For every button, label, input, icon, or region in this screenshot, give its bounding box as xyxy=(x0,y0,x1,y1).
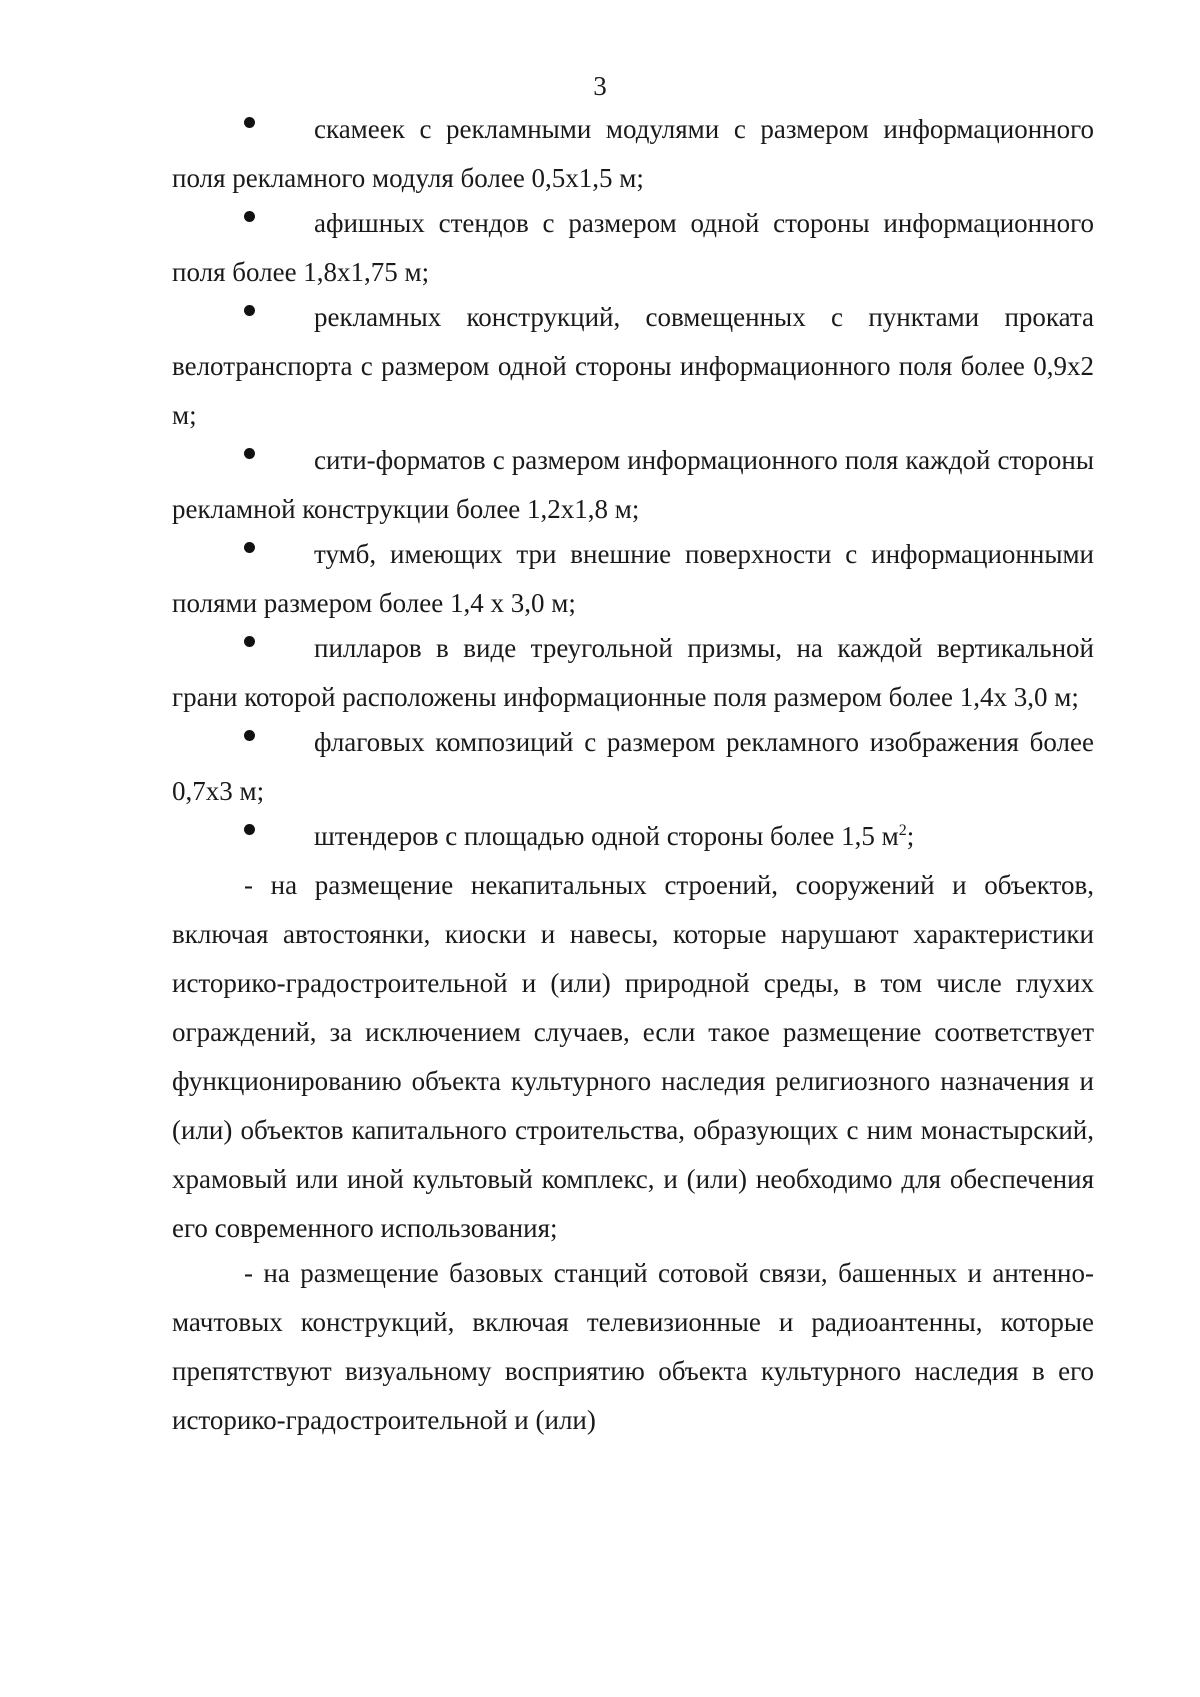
list-item xyxy=(172,436,1094,534)
list-item-suffix: ; xyxy=(906,821,915,851)
page-number: 3 xyxy=(593,71,607,101)
list-item-text: сити-форматов с размером информационного поля каждой стороны рекламной конструкции более 1,2х1,8 м; xyxy=(172,445,1094,524)
list-item xyxy=(172,199,1094,297)
list-item xyxy=(172,718,1094,816)
bullet-icon xyxy=(244,305,255,316)
bullet-icon xyxy=(244,730,255,741)
list-item-text: штендеров с площадью одной стороны более 1,5 м xyxy=(314,821,899,851)
list-item xyxy=(172,812,1094,861)
list-item xyxy=(172,105,1094,203)
list-item-text: афишных стендов с размером одной стороны информационного поля более 1,8х1,75 м; xyxy=(172,208,1094,287)
bullet-icon xyxy=(244,542,255,553)
list-item-text: пилларов в виде треугольной призмы, на каждой вертикальной грани которой расположены информационные поля размером более 1,4х 3,0 м; xyxy=(172,633,1094,712)
list-item xyxy=(172,530,1094,628)
list-item-text: скамеек с рекламными модулями с размером информационного поля рекламного модуля более 0,5х1,5 м; xyxy=(172,114,1094,193)
list-item xyxy=(172,624,1094,722)
bullet-icon xyxy=(244,448,255,459)
paragraph: - на размещение базовых станций сотовой связи, башенных и антенно-мачтовых конструкций, включая телевизионные и радиоантенны, которые препятствуют визуальному восприятию объекта культурного наследия в его историко-градостроительной и (или) xyxy=(172,1258,1094,1435)
bullet-icon xyxy=(244,636,255,647)
document-body xyxy=(172,105,1094,1445)
bullet-icon xyxy=(244,211,255,222)
list-item-text: флаговых композиций с размером рекламного изображения более 0,7х3 м; xyxy=(172,727,1094,806)
list-item-text: тумб, имеющих три внешние поверхности с информационными полями размером более 1,4 х 3,0 м; xyxy=(172,539,1094,618)
list-item xyxy=(172,293,1094,440)
bullet-icon xyxy=(244,117,255,128)
paragraph: - на размещение некапитальных строений, сооружений и объектов, включая автостоянки, киоски и навесы, которые нарушают характеристики историко-градостроительной и (или) природной среды, в том числе глухих ограждений, за исключением случаев, если такое размещение соответствует функционированию объекта культурного наследия религиозного назначения и (или) объектов капитального строительства, образующих с ним монастырский, храмовый или иной культовый комплекс, и (или) необходимо для обеспечения его современного использования; xyxy=(172,870,1094,1243)
superscript: 2 xyxy=(898,822,907,839)
list-item-text: рекламных конструкций, совмещенных с пунктами проката велотранспорта с размером одной стороны информационного поля более 0,9х2 м; xyxy=(172,302,1094,430)
bullet-icon xyxy=(244,824,255,835)
